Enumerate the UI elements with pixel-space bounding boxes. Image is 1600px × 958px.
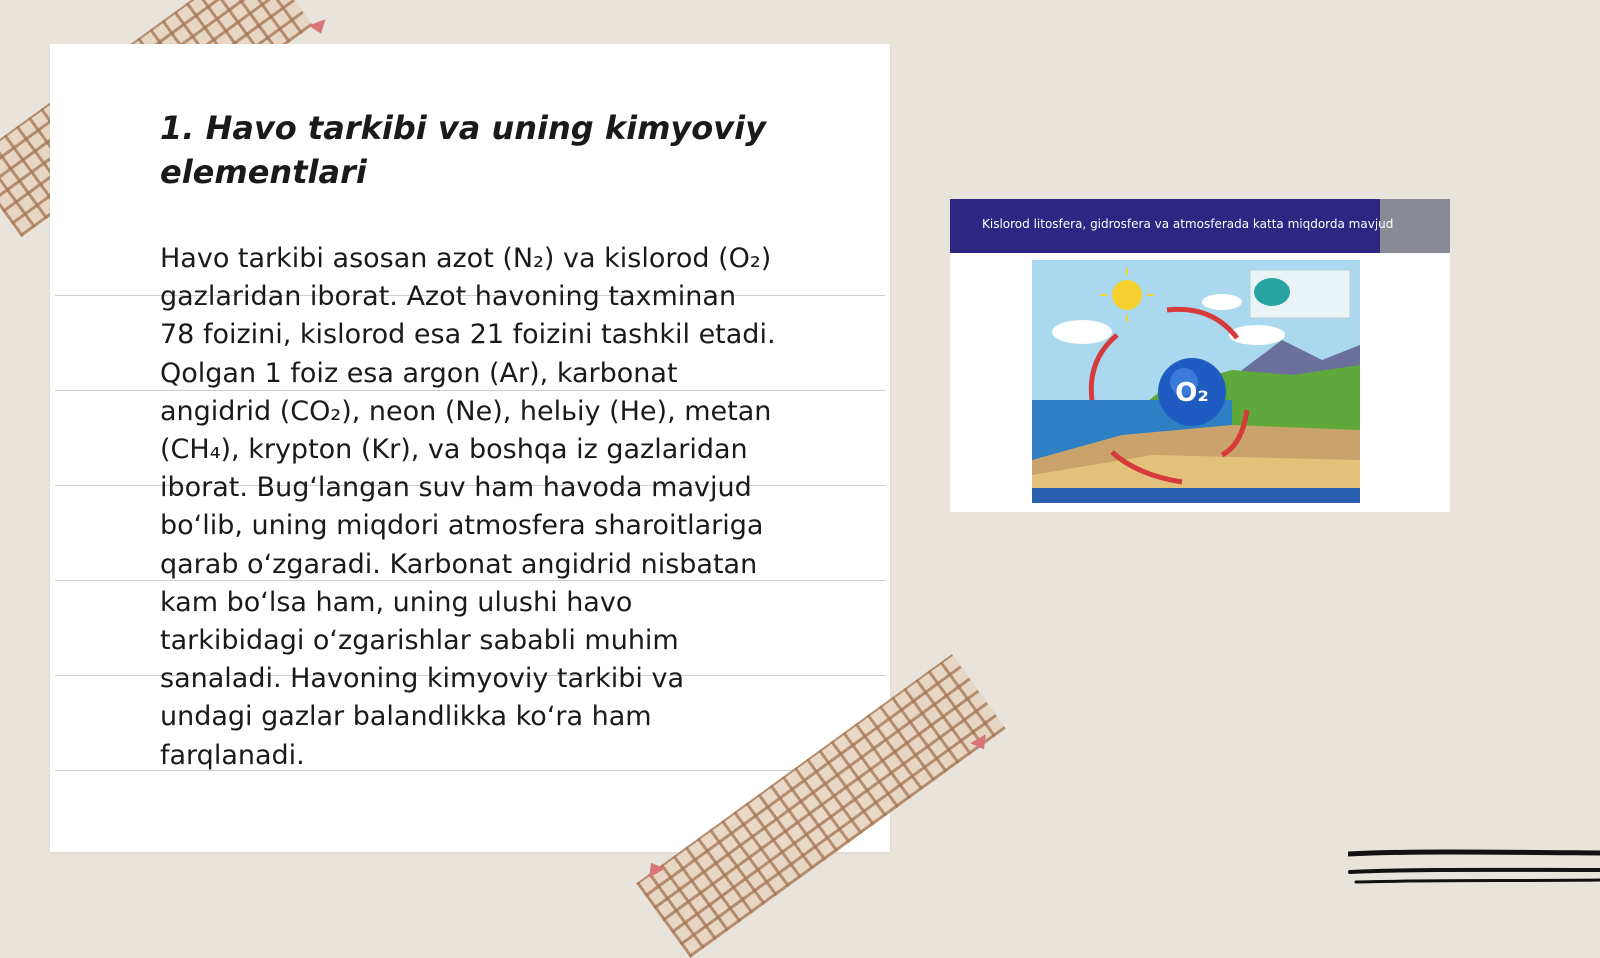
- body-line: iborat. Bugʻlangan suv ham havoda mavjud: [160, 472, 752, 504]
- body-line: farqlanadi.: [160, 739, 305, 771]
- body-line: gazlaridan iborat. Azot havoning taxminan: [160, 281, 737, 313]
- slide-title: 1. Havo tarkibi va uning kimyoviy elementlari: [160, 109, 766, 191]
- figure-caption: Kislorod litosfera, gidrosfera va atmosferada katta miqdorda mavjud: [982, 217, 1394, 231]
- lined-paper-card: [50, 44, 890, 852]
- body-line: boʻlib, uning miqdori atmosfera sharoitlariga: [160, 510, 764, 542]
- body-line: Havo tarkibi asosan azot (N₂) va kislorod (O₂): [160, 243, 772, 274]
- body-line: undagi gazlar balandlikka koʻra ham: [160, 701, 652, 733]
- body-line: 78 foizini, kislorod esa 21 foizini tashkil etadi.: [160, 319, 776, 351]
- body-line: kam boʻlsa ham, uning ulushi havo: [160, 586, 633, 618]
- body-line: (CH₄), krypton (Kr), va boshqa iz gazlaridan: [160, 434, 748, 466]
- decorative-brush-lines: [1348, 848, 1600, 890]
- oxygen-cycle-illustration: [1032, 260, 1360, 503]
- oxygen-cycle-figure: [950, 199, 1450, 512]
- body-line: tarkibidagi oʻzgarishlar sababli muhim: [160, 625, 679, 657]
- o2-label: O₂: [1175, 378, 1209, 408]
- body-line: qarab oʻzgaradi. Karbonat angidrid nisbatan: [160, 548, 758, 580]
- body-line: Qolgan 1 foiz esa argon (Ar), karbonat: [160, 357, 678, 389]
- body-line: sanaladi. Havoning kimyoviy tarkibi va: [160, 663, 685, 695]
- body-paragraph: [160, 240, 850, 775]
- body-line: angidrid (CO₂), neon (Ne), helьiy (He), metan: [160, 395, 772, 427]
- tape-notch: [308, 19, 329, 36]
